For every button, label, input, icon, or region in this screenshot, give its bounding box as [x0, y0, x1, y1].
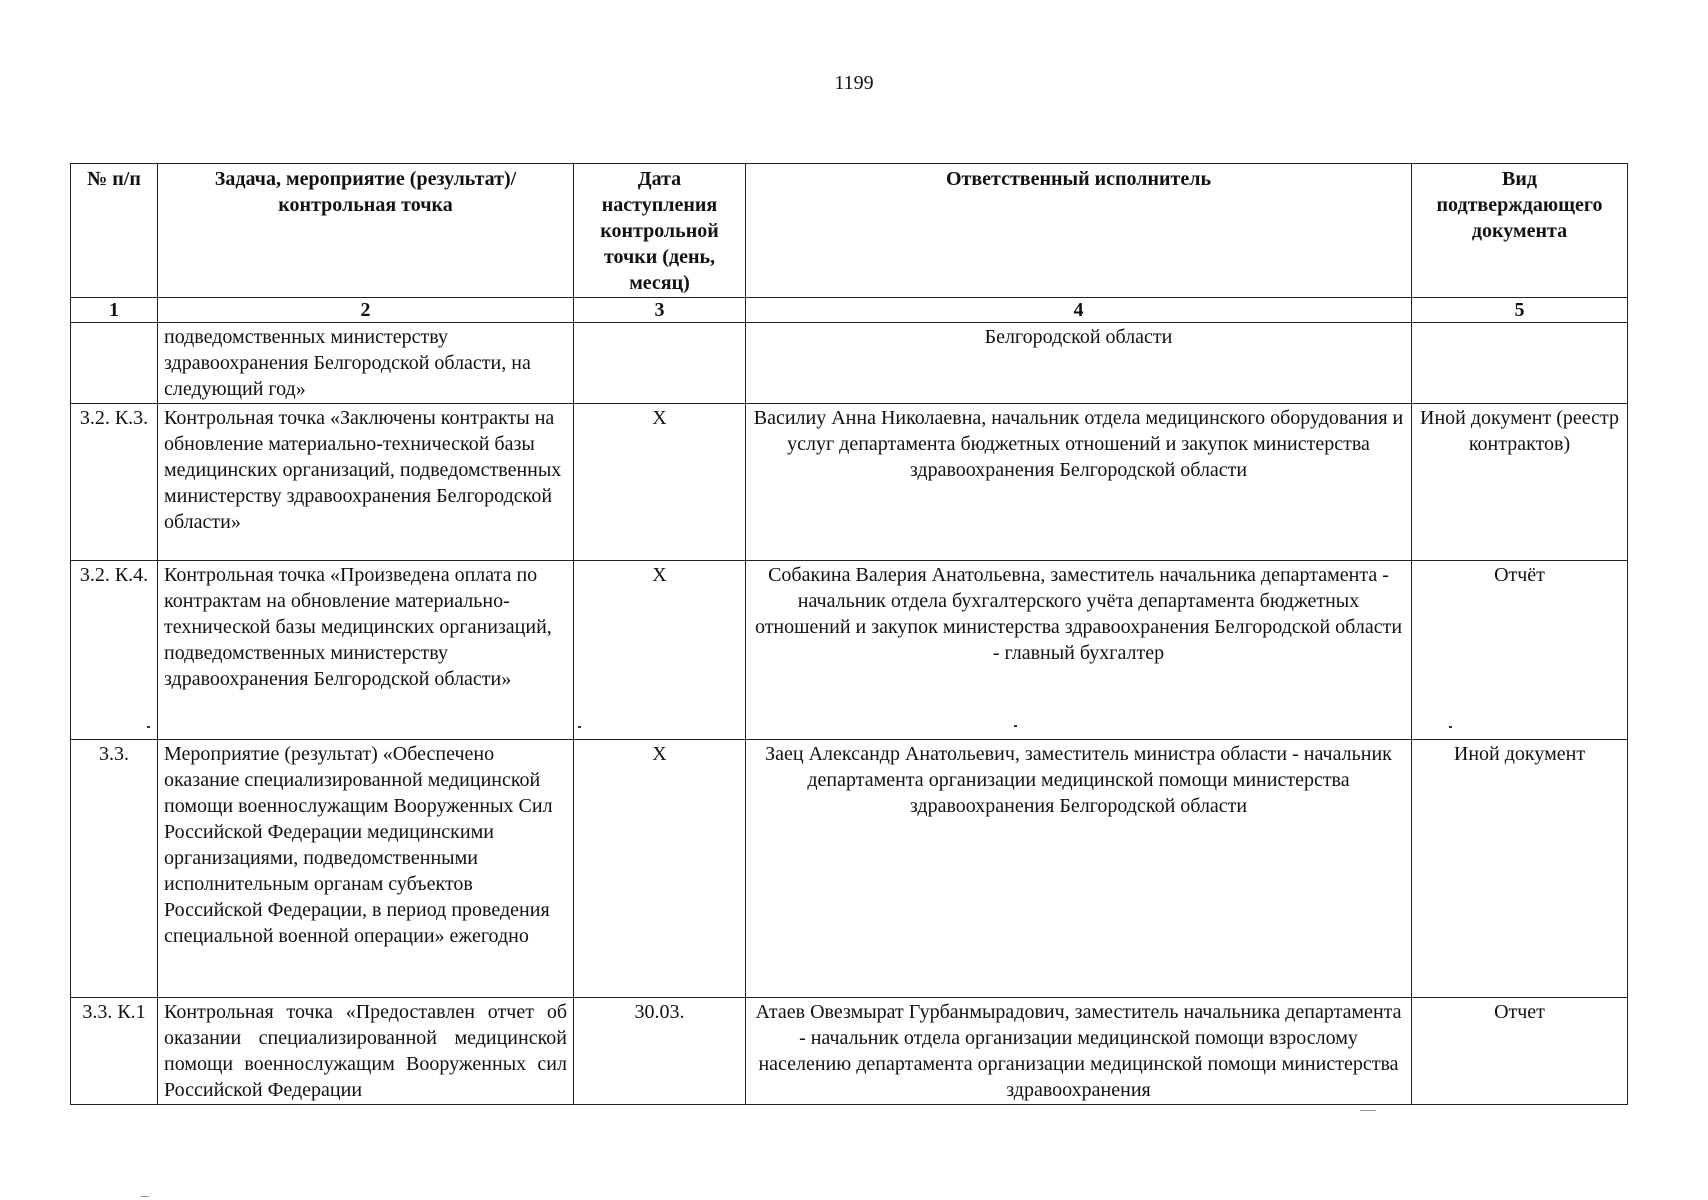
table-row	[71, 561, 1628, 740]
row-date: X	[574, 740, 746, 998]
row-number	[71, 323, 158, 404]
scan-speck	[141, 1196, 149, 1197]
row-document: Отчёт	[1412, 561, 1628, 740]
column-number: 1	[71, 298, 158, 323]
column-number: 5	[1412, 298, 1628, 323]
row-document: Иной документ	[1412, 740, 1628, 998]
row-task: подведомственных министерству здравоохранения Белгородской области, на следующий год»	[158, 323, 574, 404]
row-task: Мероприятие (результат) «Обеспечено оказание специализированной медицинской помощи военнослужащим Вооруженных Сил Российской Федерации медицинскими организациями, подведомственными исполнительным органам субъектов Российской Федерации, в период проведения специальной военной операции» ежегодно	[158, 740, 574, 998]
column-numbers-row	[71, 298, 1628, 323]
row-date: X	[574, 561, 746, 740]
page-number: 1199	[834, 72, 874, 94]
row-document: Иной документ (реестр контрактов)	[1412, 404, 1628, 561]
row-number: 3.3. К.1	[71, 998, 158, 1105]
table-row	[71, 323, 1628, 404]
row-executor: Заец Александр Анатольевич, заместитель министра области - начальник департамента организации медицинской помощи министерства здравоохранения Белгородской области	[746, 740, 1412, 998]
row-date	[574, 323, 746, 404]
scan-speck	[147, 726, 150, 728]
row-executor: Атаев Овезмырат Гурбанмырадович, заместитель начальника департамента - начальник отдела организации медицинской помощи взрослому населению департамента организации медицинской помощи министерства здравоохранения	[746, 998, 1412, 1105]
table-row	[71, 740, 1628, 998]
row-executor: Собакина Валерия Анатольевна, заместитель начальника департамента - начальник отдела бухгалтерского учёта департамента бюджетных отношений и закупок министерства здравоохранения Белгородской области - главный бухгалтер	[746, 561, 1412, 740]
column-number: 3	[574, 298, 746, 323]
row-number: 3.2. К.4.	[71, 561, 158, 740]
table-header-row	[71, 164, 1628, 298]
header-document: Вид подтверждающего документа	[1412, 164, 1628, 298]
table-row	[71, 404, 1628, 561]
row-executor: Василиу Анна Николаевна, начальник отдела медицинского оборудования и услуг департамента бюджетных отношений и закупок министерства здравоохранения Белгородской области	[746, 404, 1412, 561]
scan-speck	[1014, 725, 1017, 727]
scan-speck	[1449, 726, 1452, 728]
row-date: 30.03.	[574, 998, 746, 1105]
scan-speck	[1360, 1110, 1376, 1111]
header-executor: Ответственный исполнитель	[746, 164, 1412, 298]
row-document: Отчет	[1412, 998, 1628, 1105]
row-task: Контрольная точка «Заключены контракты на обновление материально-технической базы медицинских организаций, подведомственных министерству здравоохранения Белгородской области»	[158, 404, 574, 561]
row-task: Контрольная точка «Произведена оплата по контрактам на обновление материально-технической базы медицинских организаций, подведомственных министерству здравоохранения Белгородской области»	[158, 561, 574, 740]
header-date: Дата наступления контрольной точки (день, месяц)	[574, 164, 746, 298]
scan-speck	[578, 726, 581, 728]
control-points-table	[70, 163, 1628, 1105]
row-document	[1412, 323, 1628, 404]
row-number: 3.3.	[71, 740, 158, 998]
column-number: 2	[158, 298, 574, 323]
header-number: № п/п	[71, 164, 158, 298]
column-number: 4	[746, 298, 1412, 323]
row-number: 3.2. К.3.	[71, 404, 158, 561]
header-task: Задача, мероприятие (результат)/ контрольная точка	[158, 164, 574, 298]
table-row	[71, 998, 1628, 1105]
row-executor: Белгородской области	[746, 323, 1412, 404]
row-date: X	[574, 404, 746, 561]
row-task: Контрольная точка «Предоставлен отчет об оказании специализированной медицинской помощи военнослужащим Вооруженных сил Российской Федерации	[158, 998, 574, 1105]
